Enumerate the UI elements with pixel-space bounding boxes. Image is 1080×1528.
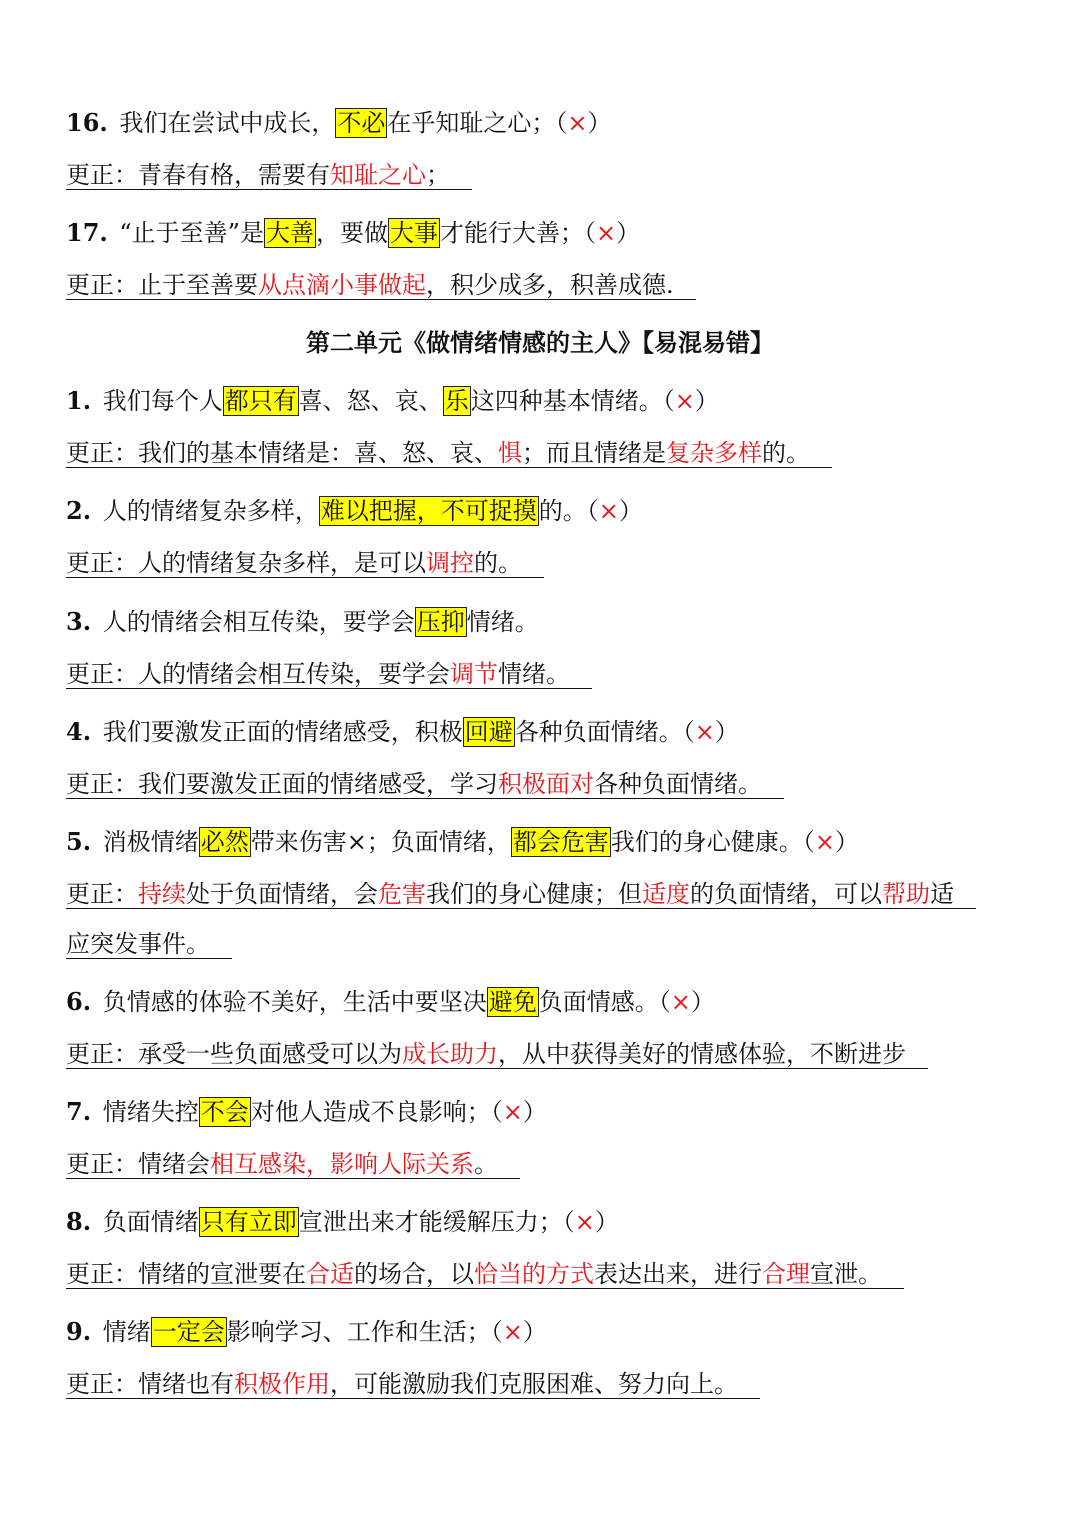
correction-text xyxy=(66,1370,760,1399)
correction-text xyxy=(66,1260,904,1289)
item-8-correction xyxy=(66,1257,904,1291)
corrected-keyword: 适度 xyxy=(642,880,690,908)
item-9-question xyxy=(66,1315,547,1349)
corrected-keyword: 帮助 xyxy=(882,880,930,908)
highlighted-keyword: 不必 xyxy=(337,109,386,137)
text-segment: 在乎知耻之心；（ xyxy=(387,109,568,137)
wrong-mark-icon: × xyxy=(814,828,835,856)
item-number: 6. xyxy=(66,987,92,1016)
text-segment: 宣泄出来才能缓解压力；（ xyxy=(298,1208,575,1236)
item-1-correction xyxy=(66,436,832,470)
text-segment: 才能行大善；（ xyxy=(439,219,596,247)
corrected-keyword: 惧 xyxy=(498,439,522,467)
wrong-mark-icon: × xyxy=(502,1098,523,1126)
item-number: 2. xyxy=(66,496,92,525)
highlighted-keyword: 都只有 xyxy=(224,387,297,415)
wrong-mark-icon: × xyxy=(595,219,617,247)
text-segment: 更正：人的情绪复杂多样，是可以 xyxy=(66,549,426,577)
item-5-question xyxy=(66,825,859,859)
text-segment: ） xyxy=(587,109,612,137)
corrected-keyword: 合理 xyxy=(762,1260,810,1288)
text-segment: 情绪。 xyxy=(466,608,539,636)
item-number: 4. xyxy=(66,717,92,746)
highlighted-keyword: 都会危害 xyxy=(512,828,609,856)
text-segment: 各种负面情绪。 xyxy=(594,770,762,798)
corrected-keyword: 合适 xyxy=(306,1260,354,1288)
correction-text xyxy=(66,549,544,578)
text-segment: ） xyxy=(594,1208,619,1236)
highlighted-keyword: 一定会 xyxy=(152,1318,225,1346)
corrected-keyword: 知耻之心 xyxy=(330,161,426,189)
section-title: 第二单元《做情绪情感的主人》【易混易错】 xyxy=(306,329,774,357)
highlighted-keyword: 避免 xyxy=(488,988,537,1016)
text-segment: ，要做 xyxy=(315,219,388,247)
item-number: 8. xyxy=(66,1207,92,1236)
item-7-question xyxy=(66,1095,547,1129)
text-segment: 各种负面情绪。（ xyxy=(514,718,695,746)
text-segment: 带来伤害×；负面情绪， xyxy=(250,828,511,856)
text-segment: ） xyxy=(522,1098,547,1126)
text-segment: 更正：我们的基本情绪是：喜、怒、哀、 xyxy=(66,439,498,467)
corrected-keyword: 危害 xyxy=(378,880,426,908)
highlighted-keyword: 只有立即 xyxy=(200,1208,297,1236)
text-segment: 更正：情绪也有 xyxy=(66,1370,234,1398)
corrected-keyword: 调控 xyxy=(426,549,474,577)
corrected-keyword: 持续 xyxy=(138,880,186,908)
item-17-correction xyxy=(66,268,696,302)
wrong-mark-icon: × xyxy=(694,718,715,746)
text-segment: 消极情绪 xyxy=(102,828,199,856)
correction-text xyxy=(66,1040,928,1069)
text-segment: 喜、怒、哀、 xyxy=(298,387,443,415)
text-segment: 更正：情绪的宣泄要在 xyxy=(66,1260,306,1288)
corrected-keyword: 相互感染，影响人际关系 xyxy=(210,1150,474,1178)
correction-text xyxy=(66,880,976,909)
highlighted-keyword: 压抑 xyxy=(416,608,465,636)
text-segment: 我们要激发正面的情绪感受，积极 xyxy=(102,718,463,746)
item-2-question xyxy=(66,494,643,528)
highlighted-keyword: 回避 xyxy=(464,718,513,746)
text-segment: 我们每个人 xyxy=(102,387,223,415)
corrected-keyword: 积极作用 xyxy=(234,1370,330,1398)
wrong-mark-icon: × xyxy=(567,109,588,137)
correction-text xyxy=(66,271,696,300)
item-7-correction xyxy=(66,1147,520,1181)
text-segment: 我们的身心健康。（ xyxy=(610,828,815,856)
correction-text xyxy=(66,1150,520,1179)
text-segment: 的。（ xyxy=(538,497,599,525)
item-16-question xyxy=(66,106,612,140)
text-segment: 处于负面情绪，会 xyxy=(186,880,378,908)
highlighted-keyword: 必然 xyxy=(200,828,249,856)
text-segment: 人的情绪会相互传染，要学会 xyxy=(102,608,415,636)
text-segment: 宣泄。 xyxy=(810,1260,882,1288)
text-segment: 我们的身心健康；但 xyxy=(426,880,642,908)
corrected-keyword: 从点滴小事做起 xyxy=(258,271,426,299)
text-segment: ； xyxy=(426,161,450,189)
text-segment: 更正：我们要激发正面的情绪感受，学习 xyxy=(66,770,498,798)
corrected-keyword: 复杂多样 xyxy=(666,439,762,467)
item-6-correction xyxy=(66,1037,928,1071)
highlighted-keyword: 乐 xyxy=(444,387,469,415)
text-segment: 负面情感。（ xyxy=(538,988,671,1016)
text-segment: ） xyxy=(522,1318,547,1346)
wrong-mark-icon: × xyxy=(598,497,619,525)
item-4-correction xyxy=(66,767,784,801)
corrected-keyword: 积极面对 xyxy=(498,770,594,798)
text-segment: 更正：承受一些负面感受可以为 xyxy=(66,1040,402,1068)
text-segment: 表达出来，进行 xyxy=(594,1260,762,1288)
item-number: 16. xyxy=(66,108,108,137)
item-number: 9. xyxy=(66,1317,92,1346)
item-5-correction xyxy=(66,877,976,911)
text-segment: 的。 xyxy=(474,549,522,577)
item-number: 17. xyxy=(66,218,108,247)
text-segment: 更正：人的情绪会相互传染，要学会 xyxy=(66,660,450,688)
correction-text xyxy=(66,770,784,799)
text-segment: 人的情绪复杂多样， xyxy=(102,497,319,525)
corrected-keyword: 调节 xyxy=(450,660,498,688)
text-segment: 对他人造成不良影响；（ xyxy=(250,1098,503,1126)
corrected-keyword: 成长助力 xyxy=(402,1040,498,1068)
text-segment: 影响学习、工作和生活；（ xyxy=(226,1318,503,1346)
item-9-correction xyxy=(66,1367,760,1401)
item-3-question xyxy=(66,605,539,639)
highlighted-keyword: 大善 xyxy=(265,219,314,247)
text-segment: 情绪。 xyxy=(498,660,570,688)
item-number: 1. xyxy=(66,386,92,415)
text-segment: ） xyxy=(694,387,719,415)
item-number: 3. xyxy=(66,607,92,636)
text-segment: ；而且情绪是 xyxy=(522,439,666,467)
text-segment: 情绪失控 xyxy=(102,1098,199,1126)
text-segment: ，积少成多，积善成德. xyxy=(426,271,674,299)
text-segment: 负情感的体验不美好，生活中要坚决 xyxy=(102,988,487,1016)
correction-text xyxy=(66,161,472,190)
wrong-mark-icon: × xyxy=(674,387,695,415)
text-segment: 的场合，以 xyxy=(354,1260,474,1288)
text-segment: 更正：止于至善要 xyxy=(66,271,258,299)
highlighted-keyword: 不会 xyxy=(200,1098,249,1126)
text-segment: ） xyxy=(690,988,715,1016)
text-segment: 更正： xyxy=(66,880,138,908)
text-segment: 这四种基本情绪。（ xyxy=(470,387,675,415)
text-segment: 的。 xyxy=(762,439,810,467)
text-segment: 我们在尝试中成长， xyxy=(119,109,336,137)
text-segment: 适 xyxy=(930,880,954,908)
text-segment: ） xyxy=(618,497,643,525)
wrong-mark-icon: × xyxy=(574,1208,595,1236)
text-segment: ，可能激励我们克服困难、努力向上。 xyxy=(330,1370,738,1398)
correction-text xyxy=(66,439,832,468)
item-1-question xyxy=(66,384,719,418)
text-segment: ） xyxy=(616,219,641,247)
item-3-correction xyxy=(66,657,592,691)
text-segment: 应突发事件。 xyxy=(66,930,210,958)
text-segment: 更正：情绪会 xyxy=(66,1150,210,1178)
corrected-keyword: 恰当的方式 xyxy=(474,1260,594,1288)
text-segment: ） xyxy=(714,718,739,746)
correction-text xyxy=(66,660,592,689)
text-segment: 更正：青春有格，需要有 xyxy=(66,161,330,189)
item-4-question xyxy=(66,715,739,749)
item-17-question xyxy=(66,216,640,250)
item-6-question xyxy=(66,985,715,1019)
item-2-correction xyxy=(66,546,544,580)
item-8-question xyxy=(66,1205,619,1239)
text-segment: 的负面情绪，可以 xyxy=(690,880,882,908)
text-segment: 情绪 xyxy=(102,1318,151,1346)
text-segment: ） xyxy=(834,828,859,856)
text-segment: 。 xyxy=(474,1150,498,1178)
item-number: 7. xyxy=(66,1097,92,1126)
text-segment: “止于至善”是 xyxy=(119,219,264,247)
item-5-correction-cont xyxy=(66,927,232,961)
item-16-correction xyxy=(66,158,472,192)
wrong-mark-icon: × xyxy=(502,1318,523,1346)
wrong-mark-icon: × xyxy=(670,988,691,1016)
highlighted-keyword: 大事 xyxy=(389,219,438,247)
text-segment: ，从中获得美好的情感体验，不断进步 xyxy=(498,1040,906,1068)
highlighted-keyword: 难以把握，不可捉摸 xyxy=(320,497,537,525)
correction-text xyxy=(66,930,232,959)
text-segment: 负面情绪 xyxy=(102,1208,199,1236)
item-number: 5. xyxy=(66,827,92,856)
